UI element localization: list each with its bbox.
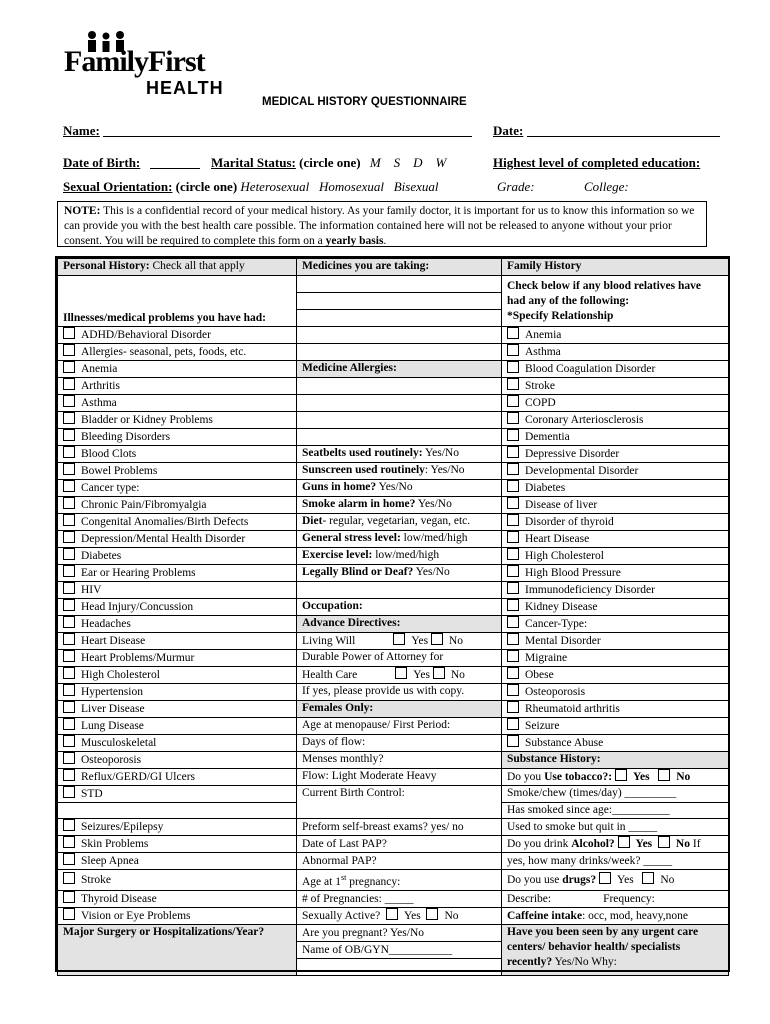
illness-item[interactable]: Bowel Problems <box>58 462 297 479</box>
lifestyle-item[interactable]: Sunscreen used routinely: Yes/No <box>297 462 502 479</box>
illness-checkbox[interactable] <box>63 701 75 713</box>
surgery-label[interactable]: Major Surgery or Hospitalizations/Year? <box>58 925 297 976</box>
family-checkbox[interactable] <box>507 361 519 373</box>
illness-item[interactable]: Musculoskeletal <box>58 734 297 751</box>
family-item[interactable]: Osteoporosis <box>502 683 729 700</box>
table-row <box>58 259 729 276</box>
lifestyle-item[interactable]: General stress level: low/med/high <box>297 530 502 547</box>
drugs: Do you use drugs? Yes No <box>502 870 729 891</box>
female-item[interactable]: Date of Last PAP? <box>297 836 502 853</box>
caffeine[interactable]: Caffeine intake: occ, mod, heavy,none <box>502 908 729 925</box>
illness-item[interactable]: Chronic Pain/Fibromyalgia <box>58 496 297 513</box>
illness-item[interactable]: Arthritis <box>58 377 297 394</box>
if-yes-copy: If yes, please provide us with copy. <box>297 683 502 700</box>
family-item[interactable]: COPD <box>502 394 729 411</box>
smoked-since[interactable]: Has smoked since age:__________ <box>502 802 729 819</box>
page-title: MEDICAL HISTORY QUESTIONNAIRE <box>262 96 467 108</box>
pregnant[interactable]: Are you pregnant? Yes/No <box>297 925 502 942</box>
medicine-line[interactable] <box>297 309 502 326</box>
table-row <box>58 891 729 908</box>
family-item[interactable]: Cancer-Type: <box>502 615 729 632</box>
illness-item[interactable]: Osteoporosis <box>58 751 297 768</box>
illness-item[interactable]: Skin Problems <box>58 836 297 853</box>
living-will-yes-checkbox[interactable] <box>393 633 405 645</box>
family-item[interactable]: Rheumatoid arthritis <box>502 700 729 717</box>
drugs-yes-checkbox[interactable] <box>599 872 611 884</box>
illness-item[interactable]: Stroke <box>58 870 297 891</box>
illness-checkbox[interactable] <box>63 378 75 390</box>
education-label: Highest level of completed education: <box>493 155 701 170</box>
date-label: Date: <box>493 123 524 138</box>
sexual-orientation: Sexual Orientation: (circle one) Heterosexual Homosexual Bisexual <box>63 179 439 194</box>
table-row <box>58 496 729 513</box>
illness-item[interactable]: Lung Disease <box>58 717 297 734</box>
family-checkbox[interactable] <box>507 344 519 356</box>
illness-checkbox[interactable] <box>63 599 75 611</box>
table-row <box>58 700 729 717</box>
female-item[interactable]: Abnormal PAP? <box>297 853 502 870</box>
durable-poa: Durable Power of Attorney for <box>297 649 502 666</box>
col-family-header: Family History <box>502 259 729 276</box>
illness-checkbox[interactable] <box>63 667 75 679</box>
illness-item[interactable]: Bladder or Kidney Problems <box>58 411 297 428</box>
family-checkbox[interactable] <box>507 514 519 526</box>
illness-checkbox[interactable] <box>63 819 75 831</box>
illness-checkbox[interactable] <box>63 616 75 628</box>
illness-checkbox[interactable] <box>63 480 75 492</box>
drugs-describe[interactable]: Describe: Frequency: <box>502 891 729 908</box>
illness-item[interactable]: Blood Clots <box>58 445 297 462</box>
female-item[interactable]: Flow: Light Moderate Heavy <box>297 768 502 785</box>
family-item[interactable]: High Cholesterol <box>502 547 729 564</box>
tobacco: Do you Use tobacco?: Yes No <box>502 768 729 785</box>
medicine-allergies: Medicine Allergies: <box>297 360 502 377</box>
illness-checkbox[interactable] <box>63 752 75 764</box>
illness-item[interactable]: Heart Problems/Murmur <box>58 649 297 666</box>
table-row <box>58 734 729 751</box>
blank-cell <box>297 411 502 428</box>
table-row <box>58 530 729 547</box>
illness-checkbox[interactable] <box>63 497 75 509</box>
family-checkbox[interactable] <box>507 412 519 424</box>
table-row <box>58 819 729 836</box>
health-care: Health Care Yes No <box>297 666 502 683</box>
female-item[interactable]: Menses monthly? <box>297 751 502 768</box>
illness-item[interactable]: Headaches <box>58 615 297 632</box>
illness-checkbox[interactable] <box>63 514 75 526</box>
illness-item[interactable]: Allergies- seasonal, pets, foods, etc. <box>58 343 297 360</box>
family-item[interactable]: Blood Coagulation Disorder <box>502 360 729 377</box>
family-item[interactable]: Disease of liver <box>502 496 729 513</box>
illness-checkbox[interactable] <box>63 650 75 662</box>
illness-checkbox[interactable] <box>63 853 75 865</box>
table-row <box>58 275 729 292</box>
family-intro: Check below if any blood relatives have had any of the following: *Specify Relationship <box>502 275 729 326</box>
illness-checkbox[interactable] <box>63 395 75 407</box>
illness-item[interactable]: Vision or Eye Problems <box>58 908 297 925</box>
quit-smoking[interactable]: Used to smoke but quit in _____ <box>502 819 729 836</box>
illness-item[interactable]: Hypertension <box>58 683 297 700</box>
female-item[interactable]: Current Birth Control: <box>297 785 502 819</box>
urgent-care[interactable]: Have you been seen by any urgent care centers/ behavior health/ specialists recently? Yes/No Why: <box>502 925 729 976</box>
family-checkbox[interactable] <box>507 378 519 390</box>
illness-checkbox[interactable] <box>63 582 75 594</box>
illness-item[interactable]: Bleeding Disorders <box>58 428 297 445</box>
table-row <box>58 428 729 445</box>
tobacco-yes-checkbox[interactable] <box>615 769 627 781</box>
blank-cell <box>58 802 297 819</box>
female-item[interactable]: Days of flow: <box>297 734 502 751</box>
illness-checkbox[interactable] <box>63 412 75 424</box>
table-row <box>58 394 729 411</box>
lifestyle-item[interactable]: Diet- regular, vegetarian, vegan, etc. <box>297 513 502 530</box>
college-label: College: <box>584 179 629 194</box>
family-checkbox[interactable] <box>507 599 519 611</box>
table-row <box>58 785 729 802</box>
illness-checkbox[interactable] <box>63 531 75 543</box>
medicine-line[interactable] <box>297 275 502 292</box>
blank-cell <box>297 428 502 445</box>
illness-item[interactable]: Asthma <box>58 394 297 411</box>
illnesses-subheader: Illnesses/medical problems you have had: <box>58 275 297 326</box>
illness-item[interactable]: Cancer type: <box>58 479 297 496</box>
illness-checkbox[interactable] <box>63 429 75 441</box>
family-item[interactable]: Mental Disorder <box>502 632 729 649</box>
alcohol-no-checkbox[interactable] <box>658 836 670 848</box>
illness-checkbox[interactable] <box>63 548 75 560</box>
table-row <box>58 925 729 942</box>
illness-checkbox[interactable] <box>63 718 75 730</box>
blank-cell <box>297 581 502 598</box>
table-row <box>58 853 729 870</box>
table-row <box>58 649 729 666</box>
sexually-active-yes-checkbox[interactable] <box>386 908 398 920</box>
illness-checkbox[interactable] <box>63 908 75 920</box>
family-item[interactable]: Dementia <box>502 428 729 445</box>
table-row <box>58 768 729 785</box>
illness-item[interactable]: Anemia <box>58 360 297 377</box>
family-item[interactable]: Kidney Disease <box>502 598 729 615</box>
family-item[interactable]: High Blood Pressure <box>502 564 729 581</box>
illness-checkbox[interactable] <box>63 684 75 696</box>
illness-item[interactable]: Ear or Hearing Problems <box>58 564 297 581</box>
family-item[interactable]: Disorder of thyroid <box>502 513 729 530</box>
illness-item[interactable]: STD <box>58 785 297 802</box>
marital-options[interactable]: M S D W <box>369 155 447 170</box>
table-row <box>58 445 729 462</box>
illness-checkbox[interactable] <box>63 769 75 781</box>
illness-checkbox[interactable] <box>63 361 75 373</box>
family-item[interactable]: Developmental Disorder <box>502 462 729 479</box>
logo-subtitle: HEALTH <box>146 78 224 98</box>
orientation-options[interactable]: Heterosexual Homosexual Bisexual <box>240 179 439 194</box>
illness-checkbox[interactable] <box>63 633 75 645</box>
name-label: Name: <box>63 123 100 138</box>
health-care-yes-checkbox[interactable] <box>395 667 407 679</box>
family-item[interactable]: Immunodeficiency Disorder <box>502 581 729 598</box>
age-first-pregnancy[interactable]: Age at 1st pregnancy: <box>297 870 502 891</box>
table-row <box>58 666 729 683</box>
lifestyle-item[interactable]: Smoke alarm in home? Yes/No <box>297 496 502 513</box>
illness-checkbox[interactable] <box>63 786 75 798</box>
illness-item[interactable]: Congenital Anomalies/Birth Defects <box>58 513 297 530</box>
table-row <box>58 462 729 479</box>
table-row <box>58 632 729 649</box>
illness-checkbox[interactable] <box>63 344 75 356</box>
family-item[interactable]: Depressive Disorder <box>502 445 729 462</box>
health-care-no-checkbox[interactable] <box>433 667 445 679</box>
illness-checkbox[interactable] <box>63 836 75 848</box>
family-checkbox[interactable] <box>507 633 519 645</box>
illness-item[interactable]: Seizures/Epilepsy <box>58 819 297 836</box>
family-checkbox[interactable] <box>507 429 519 441</box>
num-pregnancies[interactable]: # of Pregnancies: _____ <box>297 891 502 908</box>
illness-item[interactable]: Reflux/GERD/GI Ulcers <box>58 768 297 785</box>
substance-header: Substance History: <box>502 751 729 768</box>
illness-checkbox[interactable] <box>63 565 75 577</box>
family-checkbox[interactable] <box>507 395 519 407</box>
illness-item[interactable]: HIV <box>58 581 297 598</box>
illness-checkbox[interactable] <box>63 446 75 458</box>
advance-directives: Advance Directives: <box>297 615 502 632</box>
illness-item[interactable]: Sleep Apnea <box>58 853 297 870</box>
illness-item[interactable]: Head Injury/Concussion <box>58 598 297 615</box>
family-checkbox[interactable] <box>507 701 519 713</box>
blank-cell <box>297 394 502 411</box>
table-row <box>58 377 729 394</box>
marital-status: Marital Status: (circle one) M S D W <box>211 155 447 170</box>
table-row <box>58 326 729 343</box>
grade-label: Grade: <box>497 179 535 194</box>
col-personal-header: Personal History: Check all that apply <box>58 259 297 276</box>
illness-item[interactable]: ADHD/Behavioral Disorder <box>58 326 297 343</box>
date-field[interactable] <box>527 136 720 137</box>
illness-item[interactable]: Liver Disease <box>58 700 297 717</box>
alcohol-yes-checkbox[interactable] <box>618 836 630 848</box>
family-checkbox[interactable] <box>507 582 519 594</box>
family-checkbox[interactable] <box>507 497 519 509</box>
family-checkbox[interactable] <box>507 480 519 492</box>
lifestyle-item[interactable]: Exercise level: low/med/high <box>297 547 502 564</box>
illness-item[interactable]: Depression/Mental Health Disorder <box>58 530 297 547</box>
medicine-line[interactable] <box>297 292 502 309</box>
female-item[interactable]: Preform self-breast exams? yes/ no <box>297 819 502 836</box>
obgyn[interactable]: Name of OB/GYN___________ <box>297 942 502 959</box>
family-checkbox[interactable] <box>507 531 519 543</box>
table-row <box>58 683 729 700</box>
family-item[interactable]: Substance Abuse <box>502 734 729 751</box>
lifestyle-item[interactable]: Seatbelts used routinely: Yes/No <box>297 445 502 462</box>
confidential-note: NOTE: This is a confidential record of your medical history. As your family doctor, it is important for us to know this information so we can provide you with the best health care possible. The information contained here will not be released to anyone without your prior consent. You will be required to complete this form on a yearly basis. <box>57 201 707 247</box>
table-row <box>58 908 729 925</box>
family-item[interactable]: Seizure <box>502 717 729 734</box>
illness-item[interactable]: Thyroid Disease <box>58 891 297 908</box>
family-item[interactable]: Asthma <box>502 343 729 360</box>
family-checkbox[interactable] <box>507 446 519 458</box>
family-item[interactable]: Heart Disease <box>502 530 729 547</box>
drugs-no-checkbox[interactable] <box>642 872 654 884</box>
family-checkbox[interactable] <box>507 616 519 628</box>
table-row <box>58 479 729 496</box>
family-checkbox[interactable] <box>507 718 519 730</box>
alcohol: Do you drink Alcohol? Yes No If <box>502 836 729 853</box>
table-row <box>58 751 729 768</box>
dob-label: Date of Birth: <box>63 155 141 170</box>
table-row <box>58 598 729 615</box>
family-checkbox[interactable] <box>507 684 519 696</box>
illness-checkbox[interactable] <box>63 891 75 903</box>
dob-field[interactable] <box>150 168 200 169</box>
logo-wordmark: FamilyFirst <box>64 45 205 78</box>
illness-item[interactable]: Heart Disease <box>58 632 297 649</box>
table-row <box>58 411 729 428</box>
name-field[interactable] <box>103 136 472 137</box>
family-checkbox[interactable] <box>507 463 519 475</box>
table-row <box>58 360 729 377</box>
table-row <box>58 564 729 581</box>
family-item[interactable]: Diabetes <box>502 479 729 496</box>
sexually-active-no-checkbox[interactable] <box>426 908 438 920</box>
lifestyle-item[interactable]: Legally Blind or Deaf? Yes/No <box>297 564 502 581</box>
table-row <box>58 836 729 853</box>
family-checkbox[interactable] <box>507 667 519 679</box>
blank-cell <box>297 326 502 343</box>
family-checkbox[interactable] <box>507 565 519 577</box>
family-item[interactable]: Coronary Arteriosclerosis <box>502 411 729 428</box>
living-will: Living Will Yes No <box>297 632 502 649</box>
table-row <box>58 615 729 632</box>
family-item[interactable]: Migraine <box>502 649 729 666</box>
family-item[interactable]: Stroke <box>502 377 729 394</box>
family-item[interactable]: Anemia <box>502 326 729 343</box>
history-table <box>57 258 729 976</box>
table-row <box>58 343 729 360</box>
tobacco-no-checkbox[interactable] <box>658 769 670 781</box>
illness-item[interactable]: Diabetes <box>58 547 297 564</box>
family-checkbox[interactable] <box>507 548 519 560</box>
table-row <box>58 513 729 530</box>
blank-cell <box>297 959 502 976</box>
living-will-no-checkbox[interactable] <box>431 633 443 645</box>
family-checkbox[interactable] <box>507 650 519 662</box>
illness-checkbox[interactable] <box>63 735 75 747</box>
occupation[interactable]: Occupation: <box>297 598 502 615</box>
lifestyle-item[interactable]: Guns in home? Yes/No <box>297 479 502 496</box>
sexually-active: Sexually Active? Yes No <box>297 908 502 925</box>
blank-cell <box>297 343 502 360</box>
smoke-chew[interactable]: Smoke/chew (times/day) _________ <box>502 785 729 802</box>
table-row <box>58 870 729 891</box>
col-medicines-header: Medicines you are taking: <box>297 259 502 276</box>
family-item[interactable]: Obese <box>502 666 729 683</box>
illness-checkbox[interactable] <box>63 872 75 884</box>
blank-cell <box>297 377 502 394</box>
illness-item[interactable]: High Cholesterol <box>58 666 297 683</box>
family-checkbox[interactable] <box>507 735 519 747</box>
drinks-week[interactable]: yes, how many drinks/week? _____ <box>502 853 729 870</box>
illness-checkbox[interactable] <box>63 327 75 339</box>
table-row <box>58 547 729 564</box>
family-checkbox[interactable] <box>507 327 519 339</box>
females-only: Females Only: <box>297 700 502 717</box>
table-row <box>58 717 729 734</box>
illness-checkbox[interactable] <box>63 463 75 475</box>
table-row <box>58 581 729 598</box>
female-item[interactable]: Age at menopause/ First Period: <box>297 717 502 734</box>
